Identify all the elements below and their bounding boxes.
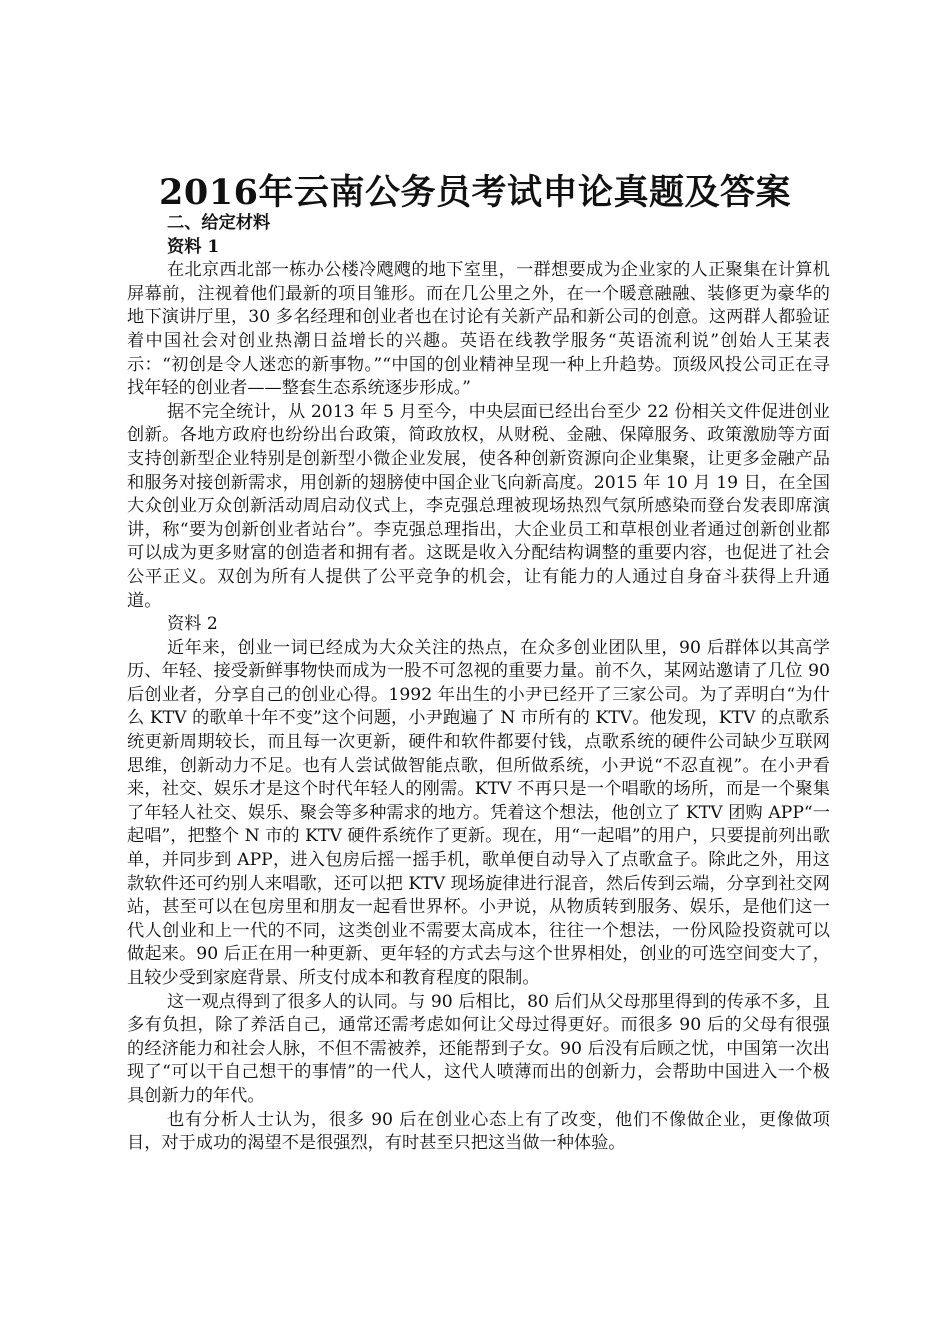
material-1-label: 资料 1 xyxy=(167,236,220,257)
document-title: 2016年云南公务员考试申论真题及答案 xyxy=(159,172,791,213)
material-2-paragraph-1: 近年来，创业一词已经成为大众关注的热点，在众多创业团队里，90 后群体以其高学历、年轻、接受新鲜事物快而成为一股不可忽视的重要力量。前不久，某网站邀请了几位 90 后创业者，分享自己的创业心得。1992 年出生的小尹已经开了三家公司。为了弄明白“为什么 KTV 的歌单十年不变”这个问题，小尹跑遍了 N 市所有的 KTV。他发现，KTV 的点歌系统更新周期较长，而且每一次更新，硬件和软件都要付钱，点歌系统的硬件公司缺少互联网思维，创新动力不足。也有人尝试做智能点歌，但所做系统，小尹说“不忍直视”。在小尹看来，社交、娱乐才是这个时代年轻人的刚需。KTV 不再只是一个唱歌的场所，而是一个聚集了年轻人社交、娱乐、聚会等多种需求的地方。凭着这个想法，他创立了 KTV 团购 APP“一起唱”，把整个 N 市的 KTV 硬件系统作了更新。现在，用“一起唱”的用户，只要提前列出歌单，并同步到 APP，进入包房后摇一摇手机，歌单便自动导入了点歌盒子。除此之外，用这款软件还可约别人来唱歌，还可以把 KTV 现场旋律进行混音，然后传到云端，分享到社交网站，甚至可以在包房里和朋友一起看世界杯。小尹说，从物质转到服务、娱乐，是他们这一代人创业和上一代的不同，这类创业不需要太高成本，往往一个想法，一份风险投资就可以做起来。90 后正在用一种更新、更年轻的方式去与这个世界相处，创业的可选空间变大了，且较少受到家庭背景、所支付成本和教育程度的限制。 xyxy=(127,637,830,988)
material-2-paragraph-2: 这一观点得到了很多人的认同。与 90 后相比，80 后们从父母那里得到的传承不多，且多有负担，除了养活自己，通常还需考虑如何让父母过得更好。而很多 90 后的父母有很强的经济能力和社会人脉，不但不需被养，还能帮到子女。90 后没有后顾之忧，中国第一次出现了“可以干自己想干的事情”的一代人，这代人喷薄而出的创新力，会帮助中国进入一个极具创新力的年代。 xyxy=(127,991,830,1106)
material-2-label: 资料 2 xyxy=(167,614,218,635)
material-1-paragraph-1: 在北京西北部一栋办公楼冷飕飕的地下室里，一群想要成为企业家的人正聚集在计算机屏幕前，注视着他们最新的项目雏形。而在几公里之外，在一个暖意融融、装修更为豪华的地下演讲厅里，30 多名经理和创业者也在讨论有关新产品和新公司的创意。这两群人都验证着中国社会对创业热潮日益增长的兴趣。英语在线教学服务“英语流利说”创始人王某表示：“初创是令人迷恋的新事物。”“中国的创业精神呈现一种上升趋势。顶级风投公司正在寻找年轻的创业者——整套生态系统逐步形成。” xyxy=(127,260,830,399)
section-heading: 二、给定材料 xyxy=(167,213,271,233)
material-2-paragraph-3: 也有分析人士认为，很多 90 后在创业心态上有了改变，他们不像做企业，更像做项目，对于成功的渴望不是很强烈，有时甚至只把这当做一种体验。 xyxy=(127,1109,830,1154)
material-1-paragraph-2: 据不完全统计，从 2013 年 5 月至今，中央层面已经出台至少 22 份相关文件促进创业创新。各地方政府也纷纷出台政策，简政放权，从财税、金融、保障服务、政策激励等方面支持创新型企业特别是创新型小微企业发展，使各种创新资源向企业集聚，让更多金融产品和服务对接创新需求，用创新的翅膀使中国企业飞向新高度。2015 年 10 月 19 日，在全国大众创业万众创新活动周启动仪式上，李克强总理被现场热烈气氛所感染而登台发表即席演讲，称“要为创新创业者站台”。李克强总理指出，大企业员工和草根创业者通过创新创业都可以成为更多财富的创造者和拥有者。这既是收入分配结构调整的重要内容，也促进了社会公平正义。双创为所有人提供了公平竞争的机会，让有能力的人通过自身奋斗获得上升通道。 xyxy=(127,401,830,611)
document-body xyxy=(127,212,830,1156)
